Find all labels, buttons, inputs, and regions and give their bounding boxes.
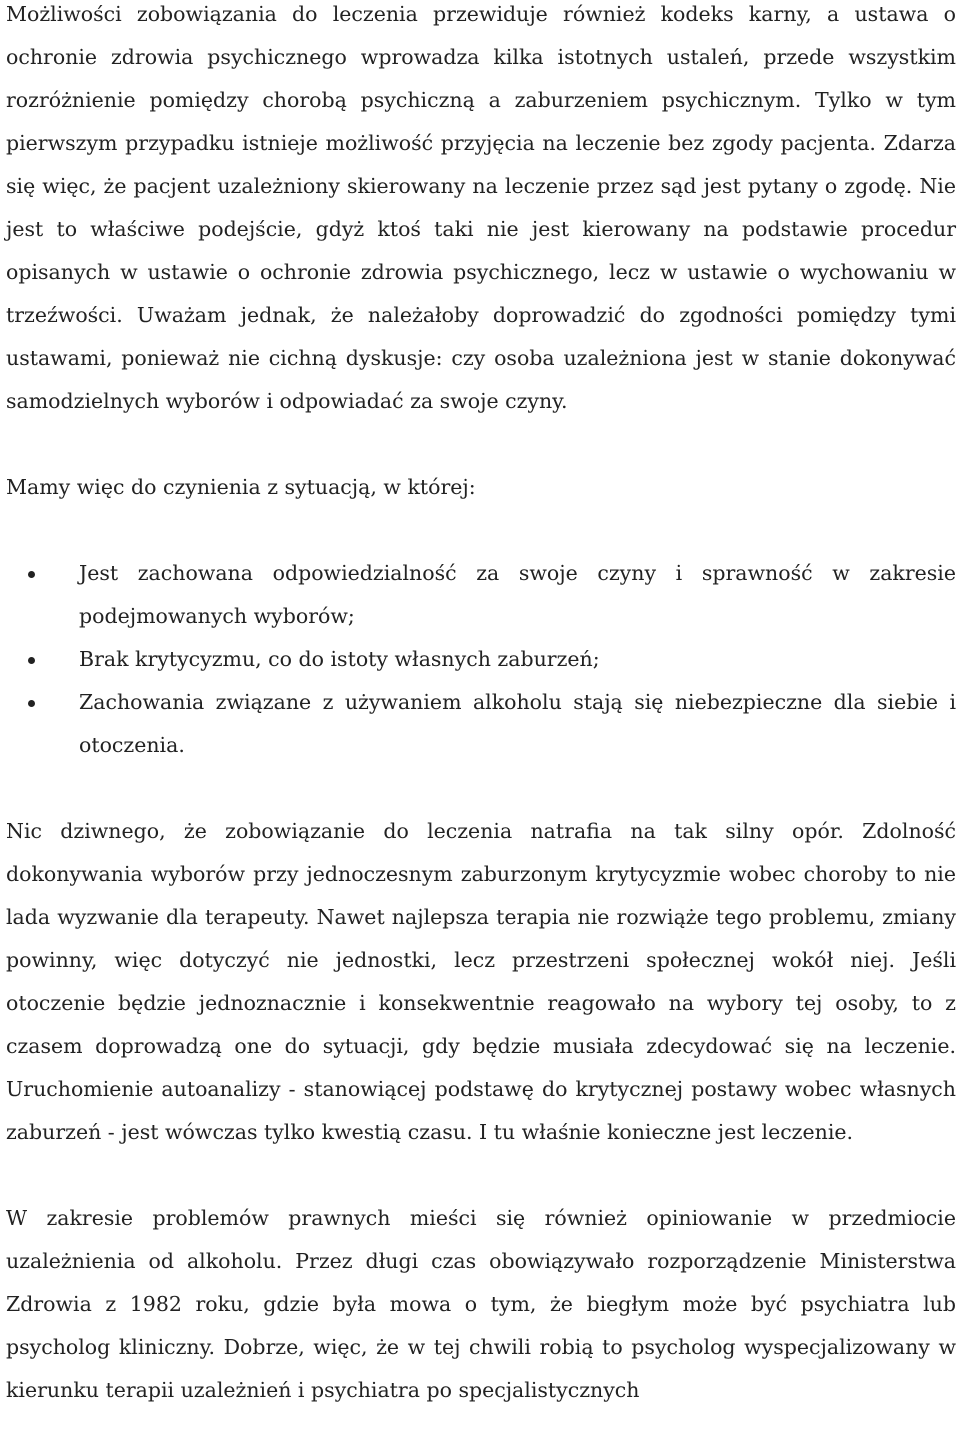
document-page	[6, 0, 956, 1412]
list-item	[6, 638, 956, 681]
bullet-icon	[28, 700, 35, 707]
situation-list	[6, 552, 956, 767]
paragraph-legal-opinions: W zakresie problemów prawnych mieści się również opiniowanie w przedmiocie uzależnienia od alkoholu. Przez długi czas obowiązywało rozporządzenie Ministerstwa Zdrowia z 1982 roku, gdzie była mowa o tym, że biegłym może być psychiatra lub psycholog kliniczny. Dobrze, więc, że w tej chwili robią to psycholog wyspecjalizowany w kierunku terapii uzależnień i psychiatra po specjalistycznych	[6, 1206, 956, 1402]
paragraph-resistance-to-treatment: Nic dziwnego, że zobowiązanie do leczenia natrafia na tak silny opór. Zdolność dokonywania wyborów przy jednoczesnym zaburzonym krytycyzmie wobec choroby to nie lada wyzwanie dla terapeuty. Nawet najlepsza terapia nie rozwiąże tego problemu, zmiany powinny, więc dotyczyć nie jednostki, lecz przestrzeni społecznej wokół niej. Jeśli otoczenie będzie jednoznacznie i konsekwentnie reagowało na wybory tej osoby, to z czasem doprowadzą one do sytuacji, gdy będzie musiała zdecydować się na leczenie. Uruchomienie autoanalizy - stanowiącej podstawę do krytycznej postawy wobec własnych zaburzeń - jest wówczas tylko kwestią czasu. I tu właśnie konieczne jest leczenie.	[6, 819, 956, 1144]
list-item-text: Zachowania związane z używaniem alkoholu stają się niebezpieczne dla siebie i otoczenia.	[79, 690, 956, 757]
list-item-text: Brak krytycyzmu, co do istoty własnych zaburzeń;	[79, 647, 600, 671]
paragraph-legal-provisions: Możliwości zobowiązania do leczenia przewiduje również kodeks karny, a ustawa o ochronie zdrowia psychicznego wprowadza kilka istotnych ustaleń, przede wszystkim rozróżnienie pomiędzy chorobą psychiczną a zaburzeniem psychicznym. Tylko w tym pierwszym przypadku istnieje możliwość przyjęcia na leczenie bez zgody pacjenta. Zdarza się więc, że pacjent uzależniony skierowany na leczenie przez sąd jest pytany o zgodę. Nie jest to właściwe podejście, gdyż ktoś taki nie jest kierowany na podstawie procedur opisanych w ustawie o ochronie zdrowia psychicznego, lecz w ustawie o wychowaniu w trzeźwości. Uważam jednak, że należałoby doprowadzić do zgodności pomiędzy tymi ustawami, ponieważ nie cichną dyskusje: czy osoba uzależniona jest w stanie dokonywać samodzielnych wyborów i odpowiadać za swoje czyny.	[6, 2, 956, 413]
bullet-icon	[28, 571, 35, 578]
list-item	[6, 552, 956, 638]
list-item-text: Jest zachowana odpowiedzialność za swoje czyny i sprawność w zakresie podejmowanych wyborów;	[79, 561, 956, 628]
bullet-icon	[28, 657, 35, 664]
list-item	[6, 681, 956, 767]
paragraph-situation-intro: Mamy więc do czynienia z sytuacją, w której:	[6, 475, 476, 499]
